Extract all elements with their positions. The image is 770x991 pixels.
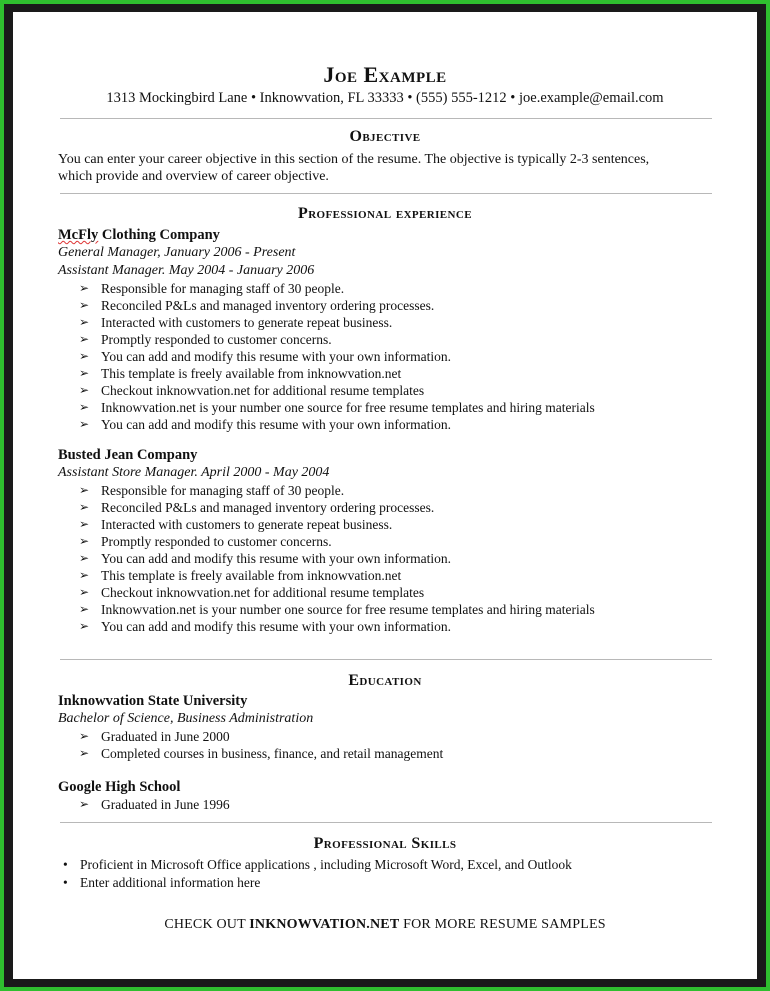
list-item <box>63 856 572 874</box>
list-item <box>79 728 443 745</box>
resume-page <box>13 12 757 979</box>
list-item <box>79 348 595 365</box>
arrow-bullet-icon: ➢ <box>79 400 90 414</box>
list-item <box>79 533 595 550</box>
list-item <box>79 416 595 433</box>
arrow-bullet-icon: ➢ <box>79 315 90 329</box>
objective-text <box>58 151 708 185</box>
education-bullet-list <box>79 728 443 762</box>
education-bullet-list <box>79 796 230 813</box>
bullet-text: Inknowvation.net is your number one source for free resume templates and hiring materials <box>101 602 595 617</box>
contact-line: 1313 Mockingbird Lane • Inknowvation, FL 33333 • (555) 555-1212 • joe.example@email.com <box>106 90 664 106</box>
company-name <box>58 227 220 244</box>
list-item <box>79 567 595 584</box>
bullet-text: Completed courses in business, finance, and retail management <box>101 746 444 761</box>
company-name-part: McFly <box>58 227 99 243</box>
list-item <box>79 796 230 813</box>
dot-bullet-icon: • <box>63 875 68 890</box>
job-bullet-list <box>79 280 595 433</box>
divider <box>60 822 712 823</box>
arrow-bullet-icon: ➢ <box>79 797 90 811</box>
job-role: General Manager, January 2006 - Present <box>58 245 296 260</box>
arrow-bullet-icon: ➢ <box>79 298 90 312</box>
footer-note <box>13 917 757 933</box>
bullet-text: Promptly responded to customer concerns. <box>101 534 332 549</box>
candidate-name: Joe Example <box>323 62 447 87</box>
bullet-text: You can add and modify this resume with your own information. <box>101 551 451 566</box>
list-item <box>79 745 443 762</box>
bullet-text: Checkout inknowvation.net for additional resume templates <box>101 585 425 600</box>
bullet-text: Reconciled P&Ls and managed inventory ordering processes. <box>101 298 435 313</box>
degree: Bachelor of Science, Business Administration <box>58 711 314 726</box>
list-item <box>79 499 595 516</box>
footer-suffix: FOR MORE RESUME SAMPLES <box>399 917 606 932</box>
list-item <box>79 584 595 601</box>
bullet-text: You can add and modify this resume with your own information. <box>101 619 451 634</box>
bullet-text: You can add and modify this resume with your own information. <box>101 349 451 364</box>
list-item <box>79 280 595 297</box>
list-item <box>79 365 595 382</box>
skills-heading: Professional Skills <box>313 835 457 852</box>
bullet-text: Reconciled P&Ls and managed inventory ordering processes. <box>101 500 435 515</box>
arrow-bullet-icon: ➢ <box>79 619 90 633</box>
arrow-bullet-icon: ➢ <box>79 517 90 531</box>
bullet-text: Graduated in June 1996 <box>101 797 230 812</box>
list-item <box>79 399 595 416</box>
list-item <box>79 314 595 331</box>
bullet-text: Interacted with customers to generate repeat business. <box>101 517 393 532</box>
bullet-text: Responsible for managing staff of 30 people. <box>101 281 345 296</box>
bullet-text: You can add and modify this resume with your own information. <box>101 417 451 432</box>
list-item <box>79 482 595 499</box>
bullet-text: Inknowvation.net is your number one source for free resume templates and hiring materials <box>101 400 595 415</box>
arrow-bullet-icon: ➢ <box>79 366 90 380</box>
arrow-bullet-icon: ➢ <box>79 568 90 582</box>
arrow-bullet-icon: ➢ <box>79 383 90 397</box>
education-heading: Education <box>348 672 422 689</box>
job-role: Assistant Manager. May 2004 - January 2006 <box>58 263 315 278</box>
arrow-bullet-icon: ➢ <box>79 500 90 514</box>
bullet-text: Responsible for managing staff of 30 people. <box>101 483 345 498</box>
list-item <box>63 874 572 892</box>
arrow-bullet-icon: ➢ <box>79 281 90 295</box>
divider <box>60 659 712 660</box>
arrow-bullet-icon: ➢ <box>79 729 90 743</box>
arrow-bullet-icon: ➢ <box>79 534 90 548</box>
arrow-bullet-icon: ➢ <box>79 417 90 431</box>
bullet-text: Promptly responded to customer concerns. <box>101 332 332 347</box>
list-item <box>79 331 595 348</box>
school-name: Inknowvation State University <box>58 693 248 709</box>
arrow-bullet-icon: ➢ <box>79 551 90 565</box>
school-name: Google High School <box>58 779 181 795</box>
bullet-text: Interacted with customers to generate repeat business. <box>101 315 393 330</box>
job-bullet-list <box>79 482 595 635</box>
list-item <box>79 516 595 533</box>
dot-bullet-icon: • <box>63 857 68 872</box>
bullet-text: This template is freely available from inknowvation.net <box>101 568 402 583</box>
arrow-bullet-icon: ➢ <box>79 349 90 363</box>
list-item <box>79 550 595 567</box>
list-item <box>79 601 595 618</box>
skill-text: Enter additional information here <box>80 875 261 890</box>
list-item <box>79 297 595 314</box>
footer-site: INKNOWVATION.NET <box>249 917 400 932</box>
skills-list <box>63 856 572 892</box>
objective-line-2: which provide and overview of career objective. <box>58 169 329 184</box>
arrow-bullet-icon: ➢ <box>79 585 90 599</box>
bullet-text: Checkout inknowvation.net for additional resume templates <box>101 383 425 398</box>
arrow-bullet-icon: ➢ <box>79 746 90 760</box>
job-role: Assistant Store Manager. April 2000 - May 2004 <box>58 465 330 480</box>
experience-heading: Professional experience <box>298 205 472 222</box>
bullet-text: Graduated in June 2000 <box>101 729 230 744</box>
list-item <box>79 382 595 399</box>
divider <box>60 193 712 194</box>
objective-line-1: You can enter your career objective in this section of the resume. The objective is typically 2-3 sentences, <box>58 152 650 167</box>
arrow-bullet-icon: ➢ <box>79 483 90 497</box>
company-name: Busted Jean Company <box>58 447 198 463</box>
skill-text: Proficient in Microsoft Office applications , including Microsoft Word, Excel, and Outlook <box>80 857 572 872</box>
arrow-bullet-icon: ➢ <box>79 332 90 346</box>
footer-prefix: CHECK OUT <box>164 917 250 932</box>
document-frame <box>4 4 766 987</box>
bullet-text: This template is freely available from inknowvation.net <box>101 366 402 381</box>
objective-heading: Objective <box>349 128 421 145</box>
divider <box>60 118 712 119</box>
arrow-bullet-icon: ➢ <box>79 602 90 616</box>
company-name-part: Clothing Company <box>98 227 220 243</box>
list-item <box>79 618 595 635</box>
